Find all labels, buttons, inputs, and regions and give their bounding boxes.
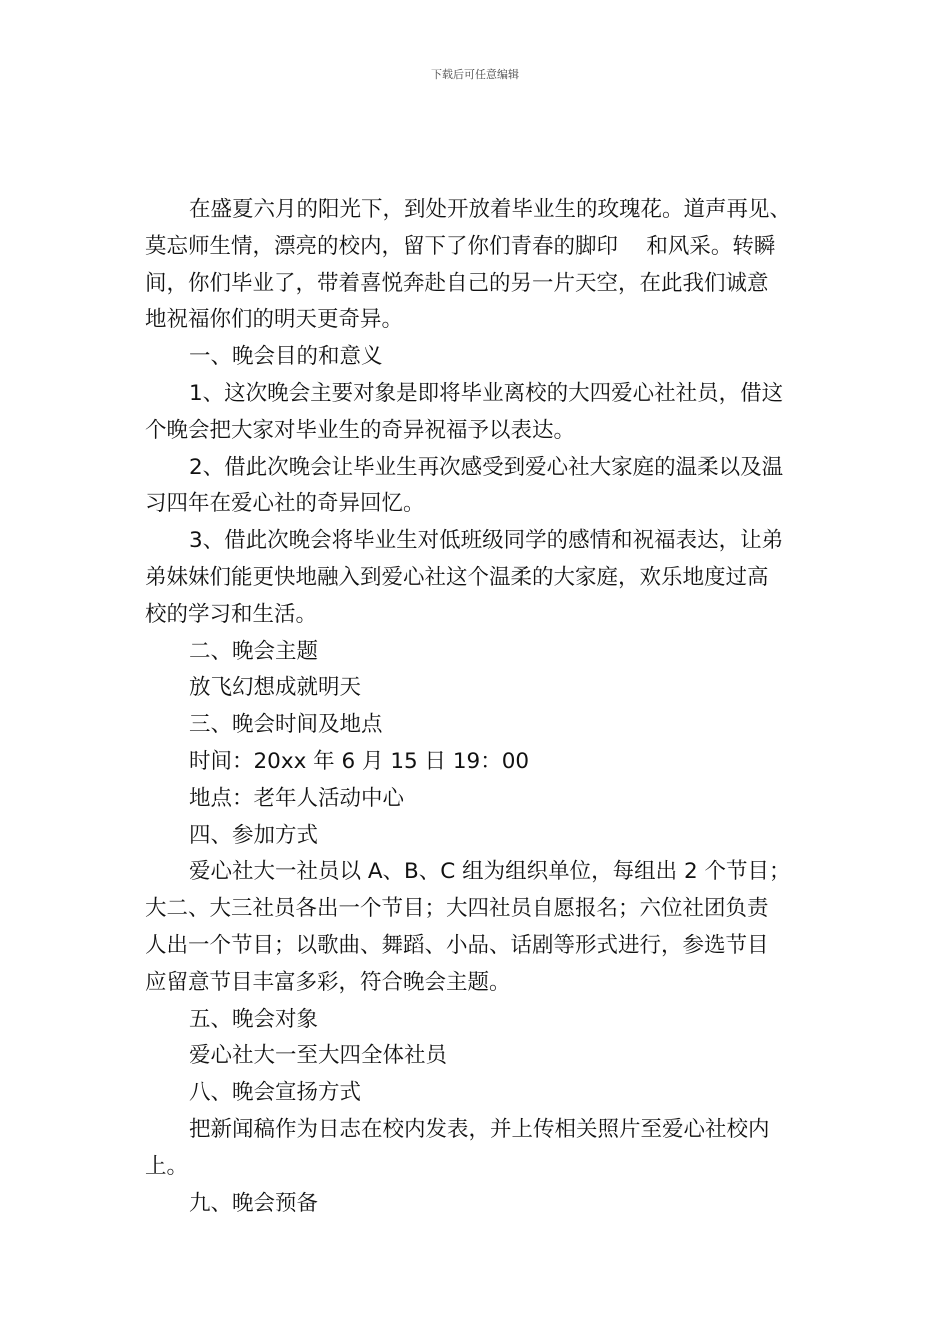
- purpose-item-3: [145, 523, 807, 633]
- heading-text: 九、晚会预备: [189, 1190, 319, 1216]
- section-heading-9: [145, 1186, 807, 1223]
- purpose-item-1: [145, 376, 807, 450]
- section-heading-3: [145, 707, 807, 744]
- section-heading-4: [145, 818, 807, 855]
- text-line: 弟妹妹们能更快地融入到爱心社这个温柔的大家庭，欢乐地度过高: [145, 564, 769, 590]
- section-heading-2: [145, 634, 807, 671]
- text-line: 上。: [145, 1153, 189, 1179]
- heading-text: 四、参加方式: [189, 822, 319, 848]
- text-line: 应留意节目丰富多彩，符合晚会主题。: [145, 969, 511, 995]
- text-line: 把新闻稿作为日志在校内发表，并上传相关照片至爱心社校内: [189, 1116, 770, 1142]
- heading-text: 三、晚会时间及地点: [189, 712, 383, 738]
- document-body: [145, 192, 807, 1222]
- text-line: 爱心社大一社员以 A、B、C 组为组织单位，每组出 2 个节目；: [189, 859, 791, 885]
- text-line: 莫忘师生情，漂亮的校内，留下了你们青春的脚印 和风采。转瞬: [145, 233, 776, 259]
- participation-paragraph: [145, 854, 807, 1001]
- event-place: [145, 781, 807, 818]
- page-header-note: 下载后可任意编辑: [431, 68, 519, 81]
- heading-text: 五、晚会对象: [189, 1006, 319, 1032]
- text-line: 习四年在爱心社的奇异回忆。: [145, 491, 425, 517]
- purpose-item-2: [145, 450, 807, 524]
- heading-text: 二、晚会主题: [189, 638, 319, 664]
- text-line: 间，你们毕业了，带着喜悦奔赴自己的另一片天空，在此我们诚意: [145, 270, 769, 296]
- text-line: 1、这次晚会主要对象是即将毕业离校的大四爱心社社员，借这: [189, 380, 784, 406]
- event-time: [145, 744, 807, 781]
- section-heading-1: [145, 339, 807, 376]
- text-line: 地祝福你们的明天更奇异。: [145, 307, 404, 333]
- text-line: 在盛夏六月的阳光下，到处开放着毕业生的玫瑰花。道声再见、: [189, 197, 792, 222]
- theme-text: [145, 670, 807, 707]
- text-line: 时间：20xx 年 6 月 15 日 19：00: [189, 748, 530, 774]
- text-line: 爱心社大一至大四全体社员: [189, 1043, 448, 1069]
- text-line: 2、借此次晚会让毕业生再次感受到爱心社大家庭的温柔以及温: [189, 454, 784, 480]
- heading-text: 八、晚会宣扬方式: [189, 1080, 362, 1106]
- intro-paragraph: [145, 192, 807, 339]
- text-line: 人出一个节目；以歌曲、舞蹈、小品、话剧等形式进行，参选节目: [145, 932, 769, 958]
- section-heading-8: [145, 1075, 807, 1112]
- text-line: 放飞幻想成就明天: [189, 675, 362, 701]
- text-line: 3、借此次晚会将毕业生对低班级同学的感情和祝福表达，让弟: [189, 528, 784, 554]
- text-line: 大二、大三社员各出一个节目；大四社员自愿报名；六位社团负责: [145, 896, 769, 922]
- text-line: 地点：老年人活动中心: [189, 785, 405, 811]
- text-line: 校的学习和生活。: [145, 601, 318, 627]
- section-heading-5: [145, 1002, 807, 1039]
- heading-text: 一、晚会目的和意义: [189, 344, 383, 370]
- audience-text: [145, 1038, 807, 1075]
- text-line: 个晚会把大家对毕业生的奇异祝福予以表达。: [145, 417, 576, 443]
- publicity-paragraph: [145, 1112, 807, 1186]
